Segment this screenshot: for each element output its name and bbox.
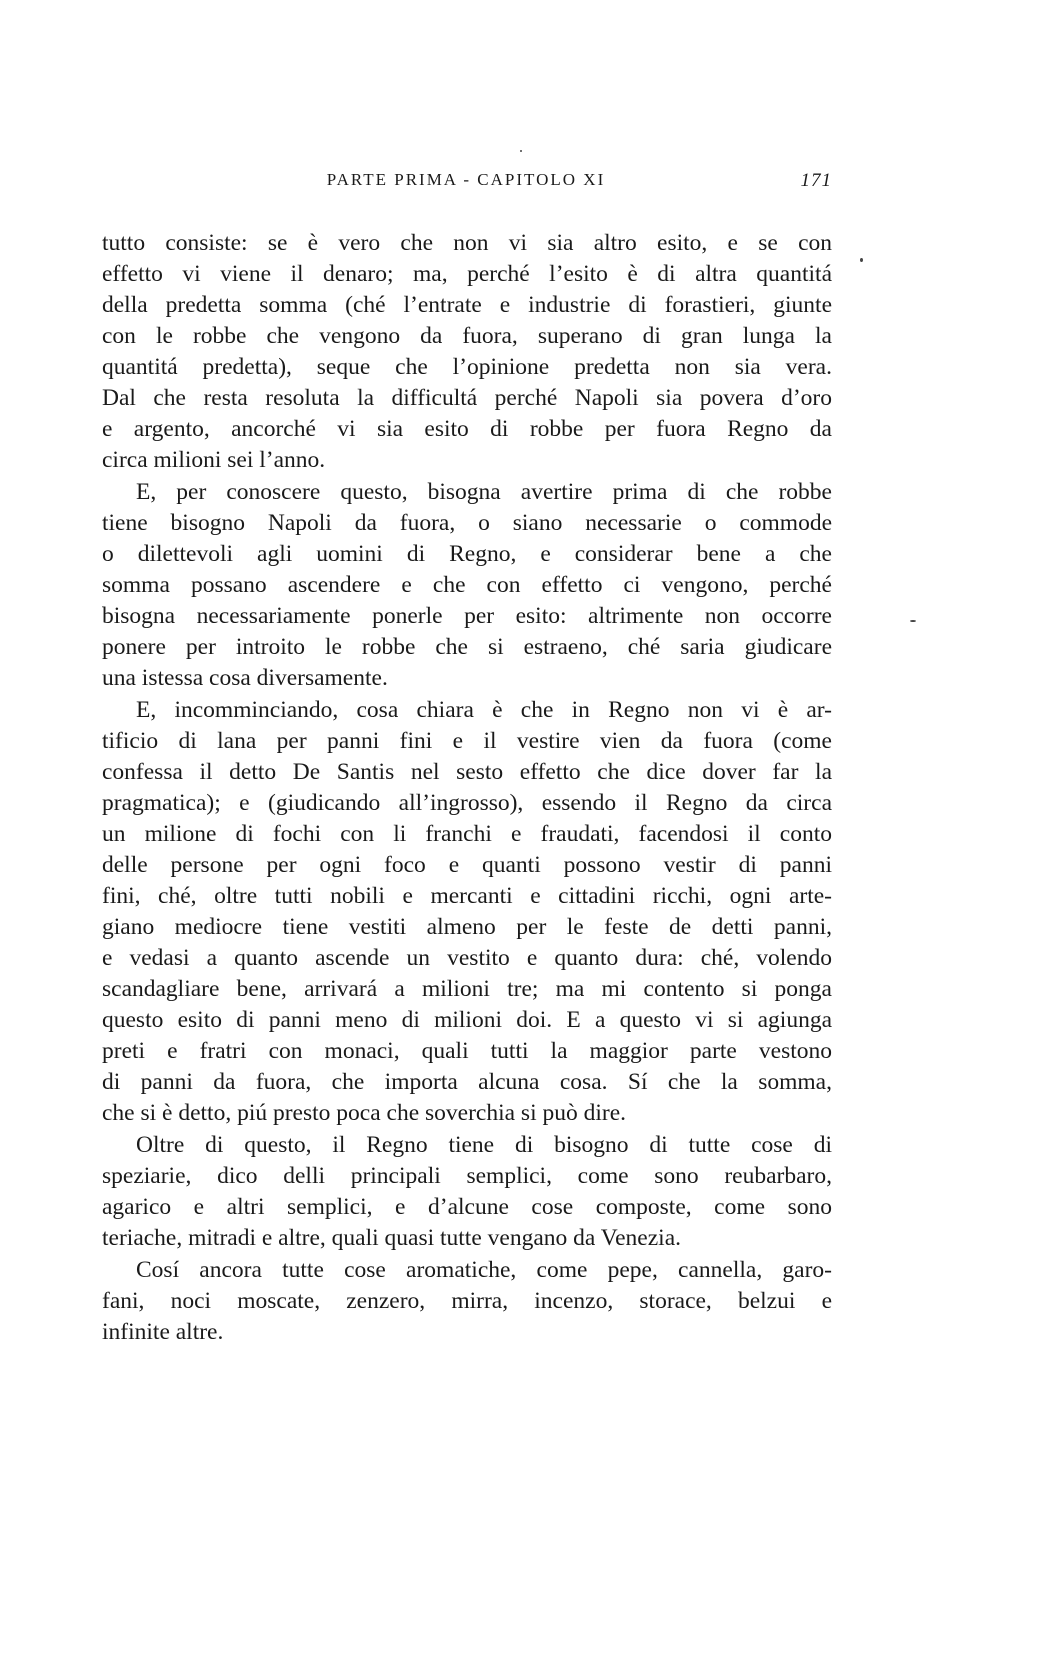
- paragraph: [102, 1130, 832, 1254]
- text-line: Oltre di questo, il Regno tiene di bisogno di tutte cose di: [136, 1132, 832, 1158]
- text-line: scandagliare bene, arrivará a milioni tre; ma mi contento si ponga: [102, 976, 832, 1002]
- text-line: Dal che resta resoluta la difficultá perché Napoli sia povera d’oro: [102, 385, 832, 411]
- text-line: preti e fratri con monaci, quali tutti la maggior parte vestono: [102, 1038, 832, 1064]
- page-header: [100, 170, 832, 200]
- text-line: di panni da fuora, che importa alcuna cosa. Sí che la somma,: [102, 1069, 832, 1095]
- ink-speck: [520, 150, 522, 152]
- text-line: ponere per introito le robbe che si estraeno, ché saria giudicare: [102, 634, 832, 660]
- ink-speck: [910, 620, 916, 622]
- text-line: effetto vi viene il denaro; ma, perché l’esito è di altra quantitá: [102, 261, 832, 287]
- text-line: speziarie, dico delli principali semplici, come sono reubarbaro,: [102, 1163, 832, 1189]
- text-line: che si è detto, piú presto poca che soverchia si può dire.: [102, 1100, 627, 1126]
- text-line: E, per conoscere questo, bisogna avertire prima di che robbe: [136, 479, 832, 505]
- paragraph: [102, 695, 832, 1129]
- text-line: e vedasi a quanto ascende un vestito e quanto dura: ché, volendo: [102, 945, 832, 971]
- text-line: o dilettevoli agli uomini di Regno, e considerar bene a che: [102, 541, 832, 567]
- text-line: circa milioni sei l’anno.: [102, 447, 326, 473]
- text-line: pragmatica); e (giudicando all’ingrosso), essendo il Regno da circa: [102, 790, 832, 816]
- text-line: fini, ché, oltre tutti nobili e mercanti e cittadini ricchi, ogni arte-: [102, 883, 832, 909]
- text-line: quantitá predetta), seque che l’opinione predetta non sia vera.: [102, 354, 832, 380]
- body-text: [102, 228, 832, 1349]
- text-line: confessa il detto De Santis nel sesto effetto che dice dover far la: [102, 759, 832, 785]
- ink-speck: [860, 258, 863, 262]
- text-line: infinite altre.: [102, 1319, 224, 1345]
- text-line: teriache, mitradi e altre, quali quasi tutte vengano da Venezia.: [102, 1225, 681, 1251]
- text-line: questo esito di panni meno di milioni doi. E a questo vi si agiunga: [102, 1007, 832, 1033]
- paragraph: [102, 477, 832, 694]
- text-line: fani, noci moscate, zenzero, mirra, incenzo, storace, belzui e: [102, 1288, 832, 1314]
- text-line: somma possano ascendere e che con effetto ci vengono, perché: [102, 572, 832, 598]
- text-line: tificio di lana per panni fini e il vestire vien da fuora (come: [102, 728, 832, 754]
- text-line: tutto consiste: se è vero che non vi sia altro esito, e se con: [102, 230, 832, 256]
- text-line: tiene bisogno Napoli da fuora, o siano necessarie o commode: [102, 510, 832, 536]
- text-line: giano mediocre tiene vestiti almeno per le feste de detti panni,: [102, 914, 832, 940]
- text-line: della predetta somma (ché l’entrate e industrie di forastieri, giunte: [102, 292, 832, 318]
- text-line: Cosí ancora tutte cose aromatiche, come pepe, cannella, garo-: [136, 1257, 832, 1283]
- text-line: un milione di fochi con li franchi e fraudati, facendosi il conto: [102, 821, 832, 847]
- paragraph: [102, 1255, 832, 1348]
- text-line: delle persone per ogni foco e quanti possono vestir di panni: [102, 852, 832, 878]
- text-line: con le robbe che vengono da fuora, superano di gran lunga la: [102, 323, 832, 349]
- text-line: e argento, ancorché vi sia esito di robbe per fuora Regno da: [102, 416, 832, 442]
- text-line: una istessa cosa diversamente.: [102, 665, 388, 691]
- paragraph: [102, 228, 832, 476]
- page-number: 171: [800, 170, 832, 191]
- text-line: bisogna necessariamente ponerle per esito: altrimente non occorre: [102, 603, 832, 629]
- text-line: agarico e altri semplici, e d’alcune cose composte, come sono: [102, 1194, 832, 1220]
- text-line: E, incomminciando, cosa chiara è che in Regno non vi è ar-: [136, 697, 832, 723]
- running-head: PARTE PRIMA - CAPITOLO XI: [326, 170, 606, 189]
